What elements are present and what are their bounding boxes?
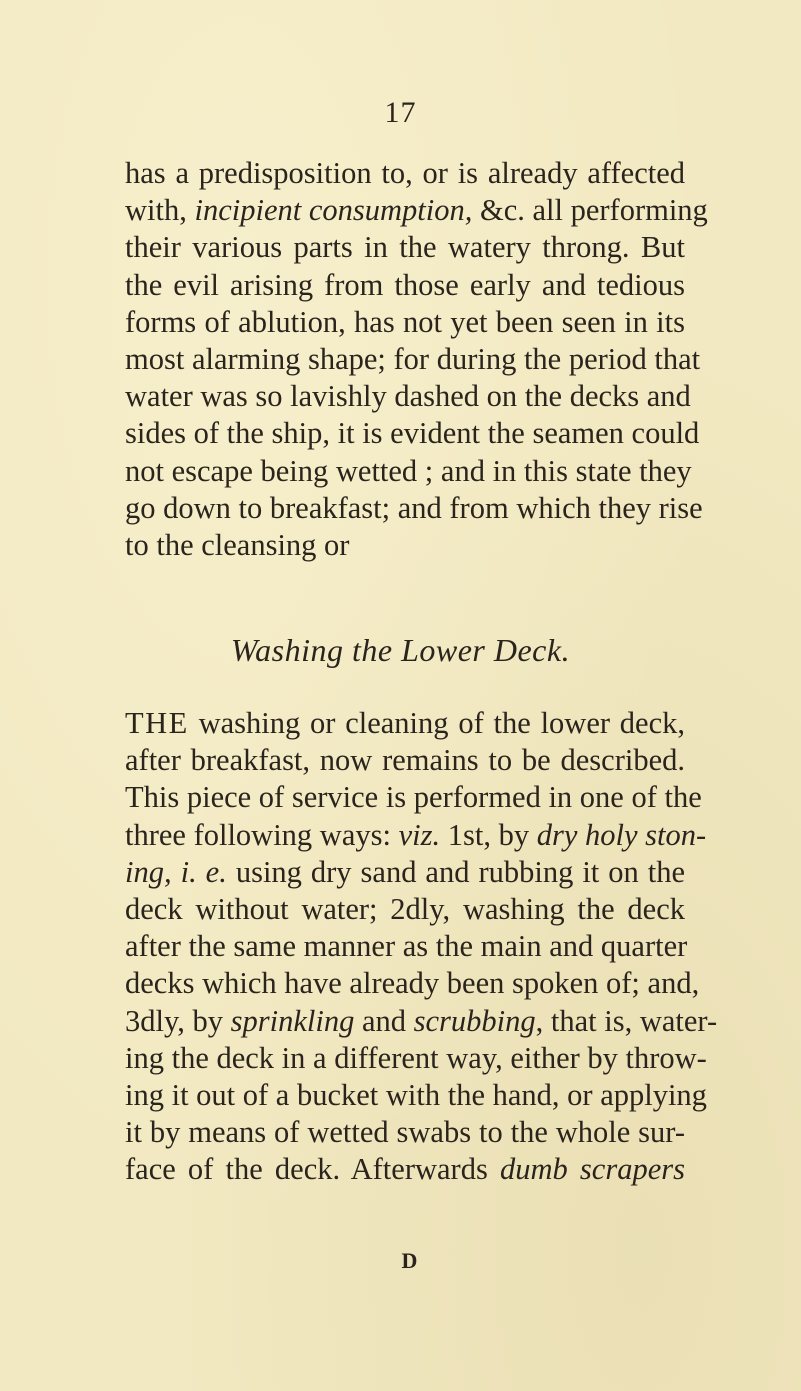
text-line: three following ways: viz. 1st, by dry holy ston- [125,817,707,852]
text-line: to the cleansing or [125,528,350,563]
text-line: decks which have already been spoken of; and, [125,966,700,1001]
text-line: sides of the ship, it is evident the seamen could [125,416,700,451]
text-line: This piece of service is performed in one of the [125,780,702,815]
text-line: THE washing or cleaning of the lower deck, [125,706,685,740]
text-line: ing it out of a bucket with the hand, or applying [125,1078,707,1113]
paragraph-2 [125,705,718,1189]
paragraph-1 [125,155,708,564]
text-line: deck without water; 2dly, washing the deck [125,892,685,927]
text-line: forms of ablution, has not yet been seen in its [125,304,685,339]
text-line: has a predisposition to, or is already affected [125,156,685,190]
drop-word: THE [125,706,189,740]
text-line: the evil arising from those early and tedious [125,267,685,302]
text-line: after the same manner as the main and quarter [125,929,688,964]
page-number: 17 [384,96,417,129]
text-line: water was so lavishly dashed on the decks and [125,379,691,414]
text-line: their various parts in the watery throng. But [125,230,685,265]
signature-mark: D [401,1248,418,1273]
section-heading: Washing the Lower Deck. [230,632,571,668]
text-line: not escape being wetted ; and in this state they [125,453,692,488]
text-line: 3dly, by sprinkling and scrubbing, that is, water- [125,1003,718,1038]
text-line: most alarming shape; for during the period that [125,342,701,377]
text-line: it by means of wetted swabs to the whole sur- [125,1115,685,1150]
text-line: ing the deck in a different way, either by throw- [125,1040,707,1075]
text-line: ing, i. e. using dry sand and rubbing it on the [125,854,685,889]
text-line: face of the deck. Afterwards dumb scrapers [125,1152,685,1187]
text-line: after breakfast, now remains to be described. [125,743,685,778]
text-line: with, incipient consumption, &c. all performing [125,193,708,228]
text-line: go down to breakfast; and from which they rise [125,490,703,525]
